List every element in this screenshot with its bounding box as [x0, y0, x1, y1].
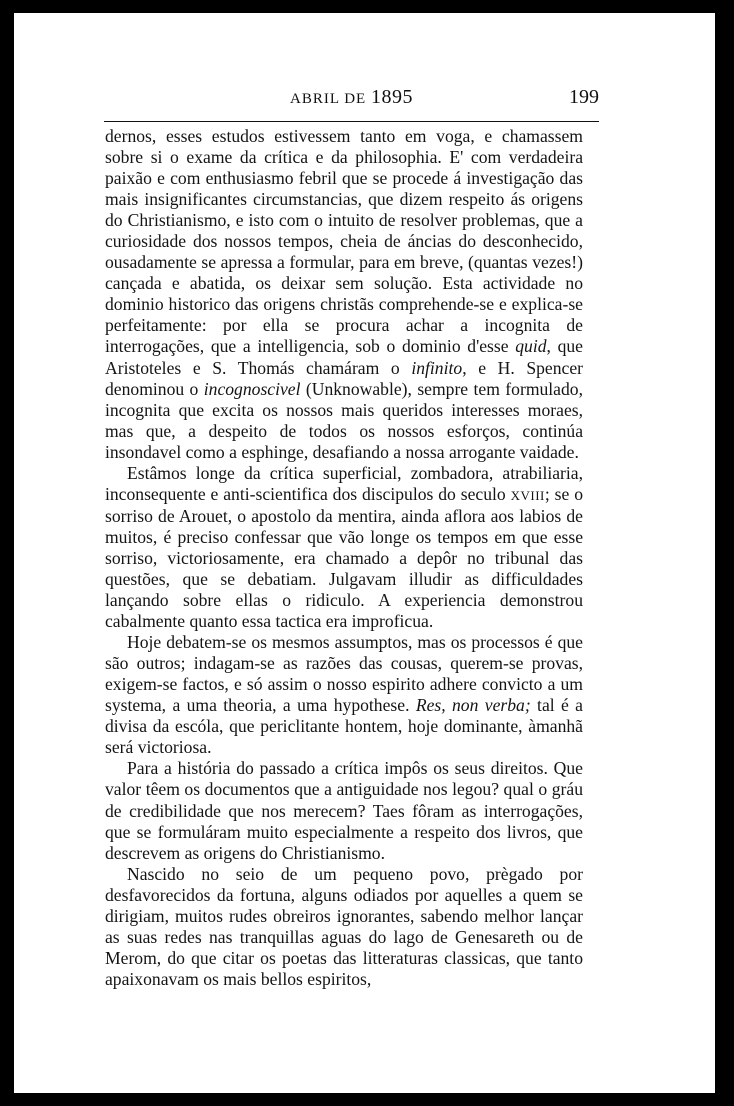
paragraph-1: dernos, esses estudos estivessem tanto em voga, e chamassem sobre si o exame da crítica e da philosophia. E' com verdadeira paixão e com enthusiasmo febril que se procede á investigação das mais insignificantes circumstancias, que dizem respeito ás origens do Christianismo, e isto com o intuito de resolver problemas, que a curiosidade dos nossos tempos, cheia de áncias do desconhecido, ousadamente se apressa a formular, para em breve, (quantas vezes!) cançada e abatida, os deixar sem solução. Esta actividade no dominio historico das origens christãs comprehende-se e explica-se perfeitamente: por ella se procura achar a incognita de interrogações, que a intelligencia, sob o dominio d'esse quid, que Aristoteles e S. Thomás chamáram o infinito, e H. Spencer denominou o incognoscivel (Unknowable), sempre tem formulado, incognita que excita os nossos mais queridos interesses moraes, mas que, a despeito de todos os nossos esforços, continúa insondavel como a esphinge, desafiando a nossa arrogante vaidade.: [105, 126, 584, 462]
body-text: [105, 126, 583, 990]
page-header: [104, 86, 599, 120]
italic-motto: Res, non verba;: [415, 695, 531, 716]
italic-infinito: infinito: [411, 357, 463, 378]
italic-quid: quid: [515, 336, 547, 357]
century-numeral: XVIII: [510, 487, 545, 503]
paragraph-4: Para a história do passado a crítica impôs os seus direitos. Que valor têem os documentos que a antiguidade nos legou? qual o gráu de credibilidade que nos merecem? Taes fôram as interrogações, que se formuláram muito especialmente a respeito dos livros, que descrevem as origens do Christianismo.: [105, 758, 583, 863]
paragraph-5: Nascido no seio de um pequeno povo, prègado por desfavorecidos da fortuna, alguns odiados por aquelles a quem se dirigiam, muitos rudes obreiros ignorantes, sabendo melhor lançar as suas redes nas tranquillas aguas do lago de Genesareth ou de Merom, do que citar os poetas das litteraturas classicas, que tanto apaixonavam os mais bellos espiritos,: [105, 863, 583, 989]
paragraph-3: Hoje debatem-se os mesmos assumptos, mas os processos é que são outros; indagam-se as razões das cousas, querem-se provas, exigem-se factos, e só assim o nosso espirito adhere convicto a um systema, a uma theoria, a uma hypothese. Res, non verba; tal é a divisa da escóla, que periclitante hontem, hoje dominante, àmanhã será victoriosa.: [105, 632, 583, 758]
page-number: 199: [569, 86, 599, 108]
header-rule: [104, 121, 599, 122]
running-title: [104, 86, 599, 109]
book-page: [14, 13, 715, 1093]
italic-incognoscivel: incognoscivel: [203, 378, 301, 399]
paragraph-2: Estâmos longe da crítica superficial, zombadora, atrabiliaria, inconsequente e anti-scientifica dos discipulos do seculo XVIII; se o sorriso de Arouet, o apostolo da mentira, ainda aflora aos labios de muitos, é preciso confessar que vão longe os tempos em que esse sorriso, victoriosamente, era chamado a depôr no tribunal das questões, que se debatiam. Julgavam illudir as difficuldades lançando sobre ellas o ridiculo. A experiencia demonstrou cabalmente quanto essa tactica era improficua.: [105, 462, 583, 632]
running-title-year: 1895: [370, 86, 413, 108]
running-title-words: ABRIL DE: [290, 91, 367, 107]
